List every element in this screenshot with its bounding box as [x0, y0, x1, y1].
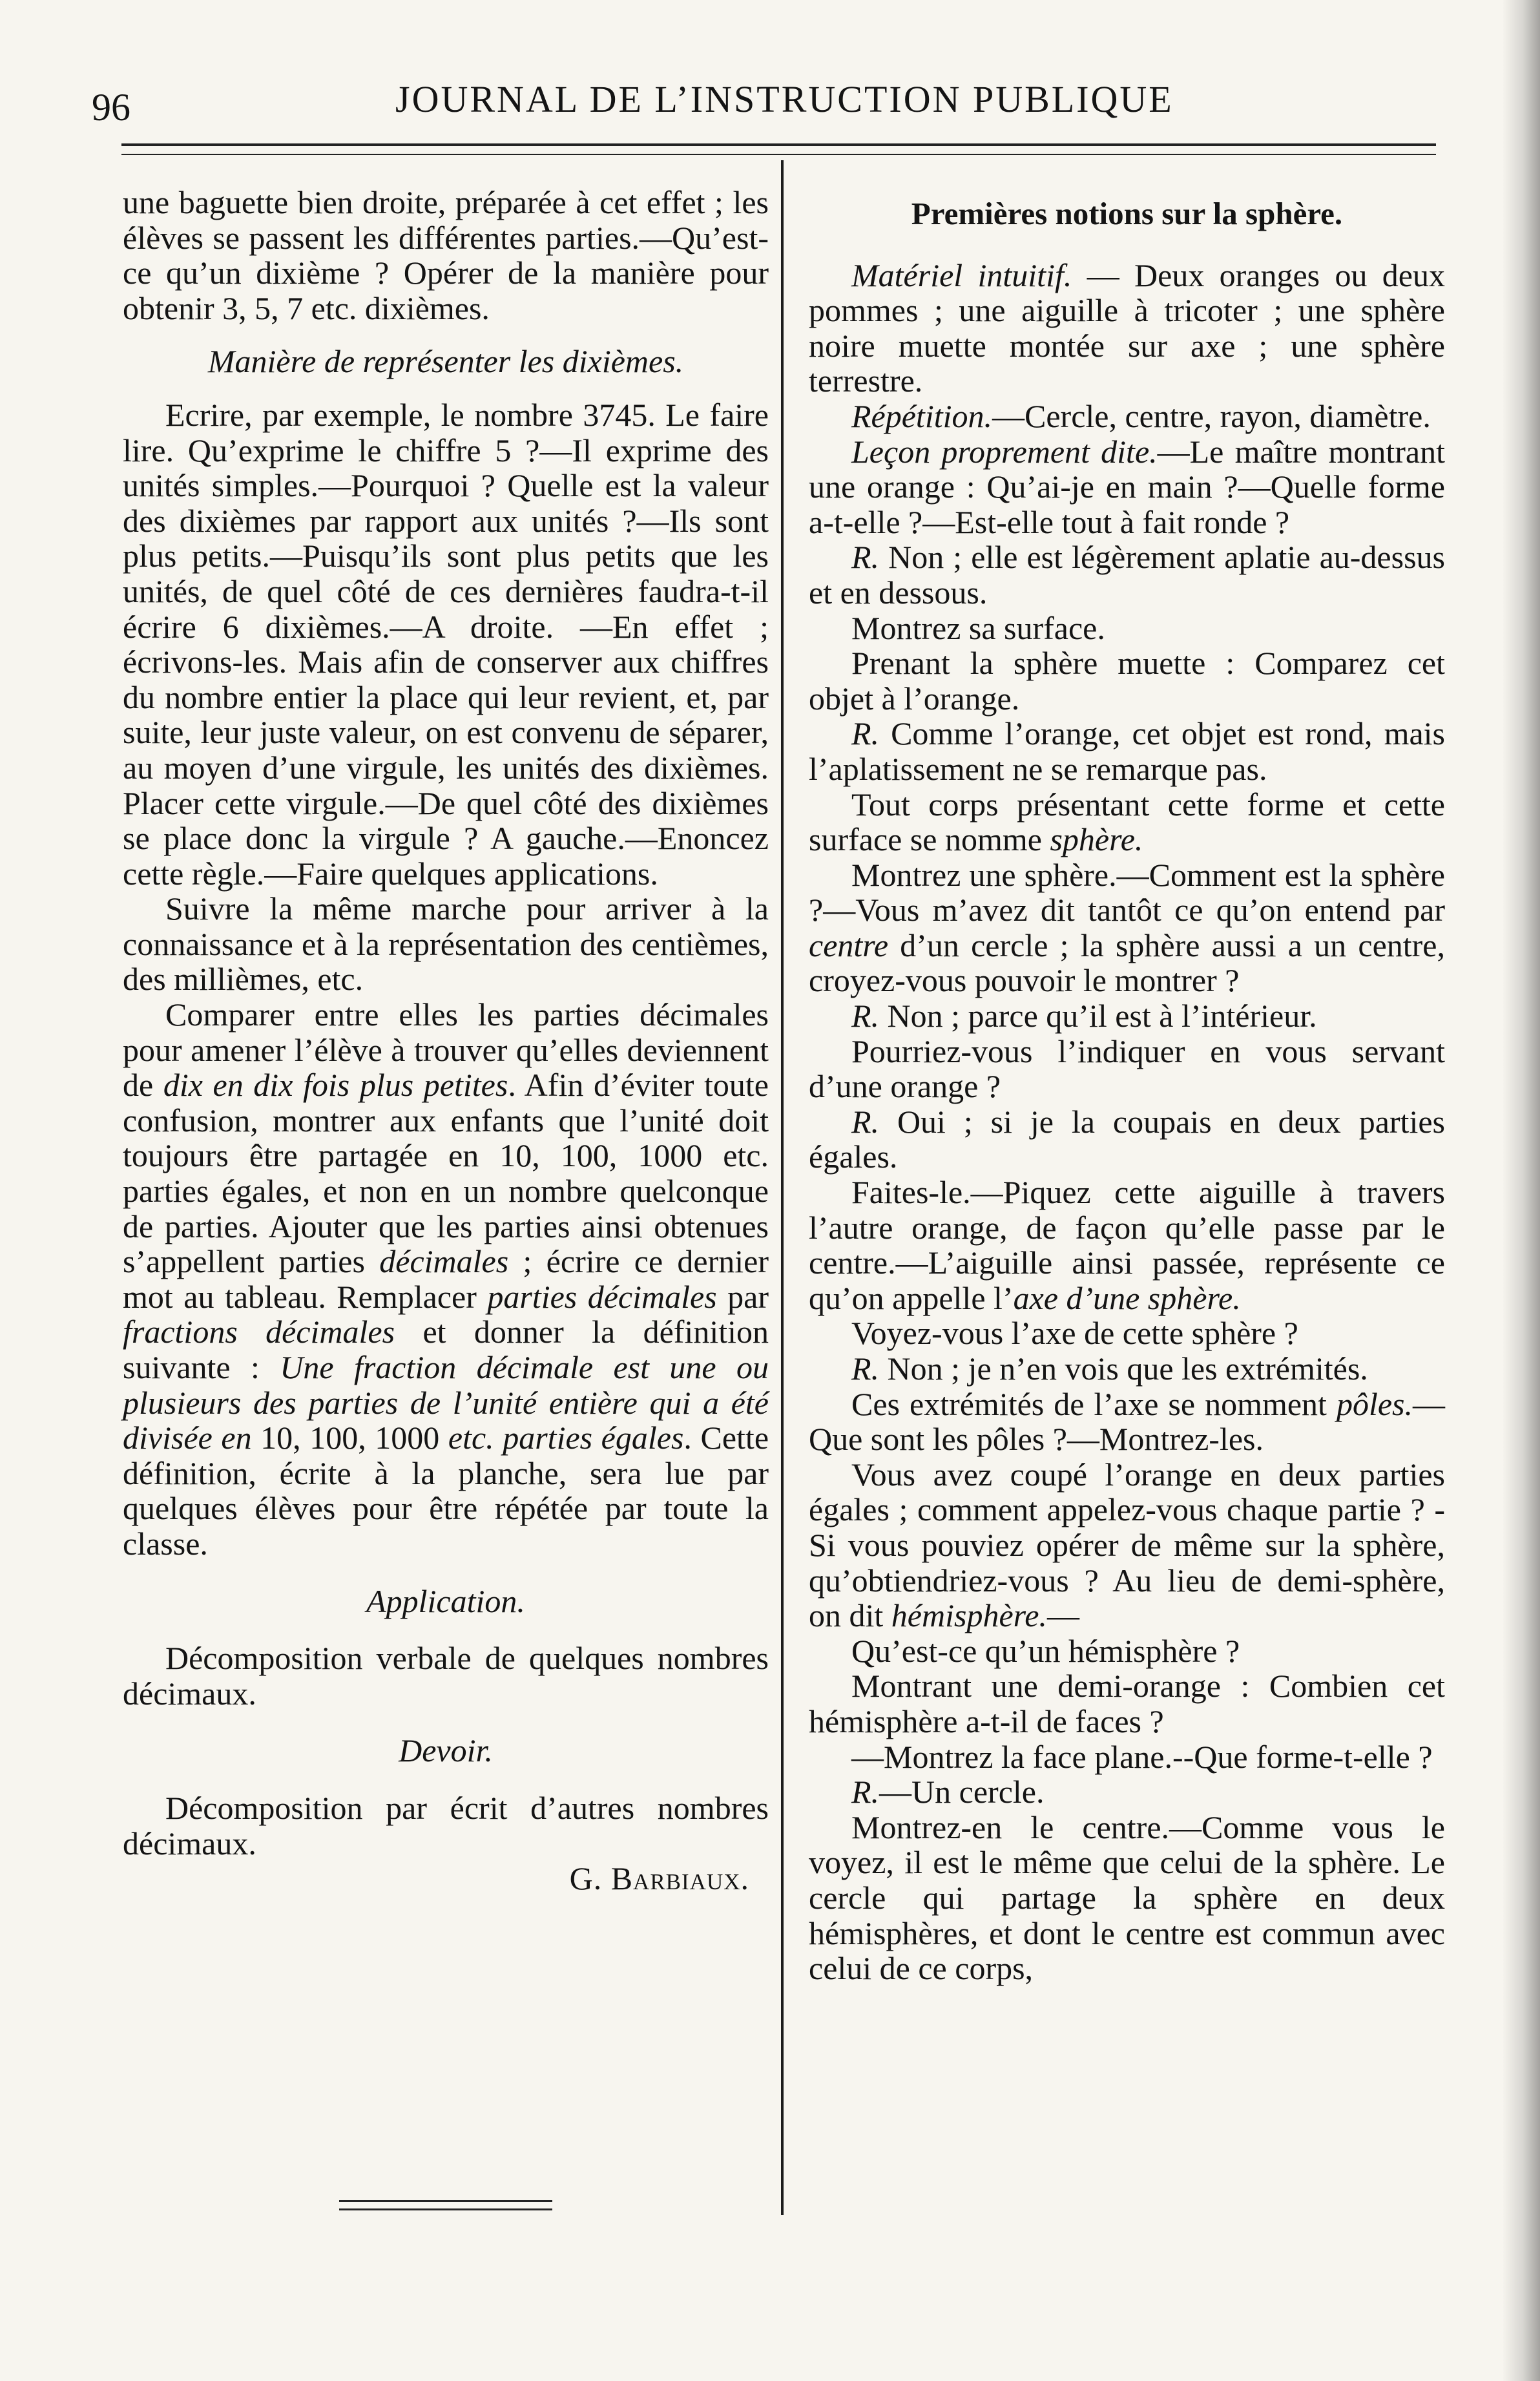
paragraph: Décomposition verbale de quelques nombres décimaux. [123, 1640, 769, 1712]
paragraph: Qu’est-ce qu’un hémisphère ? [851, 1632, 1240, 1669]
paragraph: R.—Un cercle. [851, 1774, 1045, 1810]
paragraph: Montrant une demi-orange : Combien cet hémisphère a-t-il de faces ? [809, 1668, 1445, 1739]
left-column [123, 185, 769, 1896]
paragraph: Comparer entre elles les parties décimales pour amener l’élève à trouver qu’elles deviennent de dix en dix fois plus petites. Afin d’éviter toute confusion, montrer aux enfants que l’unité doit toujours être partagée en 10, 100, 1000 etc. parties égales, et non en un nombre quelconque de parties. Ajouter que les parties ainsi obtenues s’appellent parties décimales ; écrire ce dernier mot au tableau. Remplacer parties décimales par fractions décimales et donner la définition suivante : Une fraction décimale est une ou plusieurs des parties de l’unité entière qui a été divisée en 10, 100, 1000 etc. parties égales. Cette définition, écrite à la planche, sera lue par quelques élèves pour être répétée par toute la classe. [123, 996, 769, 1562]
paragraph: Voyez-vous l’axe de cette sphère ? [851, 1315, 1298, 1352]
paragraph: Suivre la même marche pour arriver à la connaissance et à la représentation des centièmes, des millièmes, etc. [123, 890, 769, 998]
paragraph: R. Comme l’orange, cet objet est rond, mais l’aplatissement ne se remarque pas. [809, 715, 1445, 787]
author-signature: G. Barbiaux. [569, 1860, 749, 1897]
paragraph: Montrez sa surface. [851, 609, 1105, 646]
right-column [809, 185, 1445, 1986]
paragraph: —Montrez la face plane.--Que forme-t-elle ? [851, 1738, 1433, 1775]
paragraph: une baguette bien droite, préparée à cet effet ; les élèves se passent les différentes parties.—Qu’est-ce qu’un dixième ? Opérer de la manière pour obtenir 3, 5, 7 etc. dixièmes. [123, 184, 769, 326]
paragraph: Leçon proprement dite.—Le maître montrant une orange : Qu’ai-je en main ?—Quelle forme a-t-elle ?—Est-elle tout à fait ronde ? [809, 433, 1445, 540]
paragraph: Montrez-en le centre.—Comme vous le voyez, il est le même que celui de la sphère. Le cercle qui partage la sphère en deux hémisphères, et dont le centre est commun avec celui de ce corps, [809, 1809, 1445, 1987]
column-divider [781, 160, 784, 2215]
paragraph: Faites-le.—Piquez cette aiguille à travers l’autre orange, de façon qu’elle passe par le centre.—L’aiguille ainsi passée, représente ce qu’on appelle l’axe d’une sphère. [809, 1174, 1445, 1316]
paragraph: Ecrire, par exemple, le nombre 3745. Le faire lire. Qu’exprime le chiffre 5 ?—Il exprime des unités simples.—Pourquoi ? Quelle est la valeur des dixièmes par rapport aux unités ?—Ils sont plus petits.—Puisqu’ils sont plus petits que les unités, de quel côté de ces dernières faudra-t-il écrire 6 dixièmes.—A droite. —En effet ; écrivons-les. Mais afin de conserver aux chiffres du nombre entier la place qui leur revient, et, par suite, leur juste valeur, on est convenu de séparer, au moyen d’une virgule, les unités des dixièmes. Placer cette virgule.—De quel côté des dixièmes se place donc la virgule ? A gauche.—Enoncez cette règle.—Faire quelques applications. [123, 396, 769, 892]
paragraph: R. Non ; parce qu’il est à l’intérieur. [851, 998, 1317, 1034]
end-rule-thin [339, 2208, 552, 2210]
end-rule [339, 2200, 552, 2202]
paragraph: Vous avez coupé l’orange en deux parties égales ; comment appelez-vous chaque partie ? - Si vous pouviez opérer de même sur la sphère, qu’obtiendriez-vous ? Au lieu de demi-sphère, on dit hémisphère.— [809, 1456, 1445, 1634]
header-rule-thin [121, 154, 1436, 155]
paragraph: Montrez une sphère.—Comment est la sphère ?—Vous m’avez dit tantôt ce qu’on entend par centre d’un cercle ; la sphère aussi a un centre, croyez-vous pouvoir le montrer ? [809, 856, 1445, 999]
paragraph: Ces extrémités de l’axe se nomment pôles.—Que sont les pôles ?—Montrez-les. [809, 1385, 1445, 1458]
journal-title: JOURNAL DE L’INSTRUCTION PUBLIQUE [395, 78, 1174, 120]
article-title: Premières notions sur la sphère. [911, 196, 1343, 231]
paragraph: Matériel intuitif. — Deux oranges ou deux pommes ; une aiguille à tricoter ; une sphère noire muette montée sur axe ; une sphère terrestre. [809, 257, 1445, 399]
paragraph: Décomposition par écrit d’autres nombres décimaux. [123, 1789, 769, 1862]
paragraph: R. Non ; je n’en vois que les extrémités. [851, 1350, 1368, 1387]
scan-edge-shadow [1502, 0, 1540, 2381]
section-heading: Application. [366, 1582, 525, 1619]
paragraph: Répétition.—Cercle, centre, rayon, diamètre. [851, 397, 1431, 434]
section-heading: Manière de représenter les dixièmes. [207, 343, 684, 380]
paragraph: Prenant la sphère muette : Comparez cet objet à l’orange. [809, 645, 1445, 717]
page-number: 96 [92, 86, 130, 129]
paragraph: Pourriez-vous l’indiquer en vous servant d’une orange ? [809, 1033, 1445, 1105]
paragraph: R. Non ; elle est légèrement aplatie au-dessus et en dessous. [809, 539, 1445, 611]
section-heading: Devoir. [399, 1732, 493, 1769]
paragraph: R. Oui ; si je la coupais en deux parties égales. [809, 1103, 1445, 1175]
header-rule [121, 143, 1436, 146]
paragraph: Tout corps présentant cette forme et cette surface se nomme sphère. [809, 786, 1445, 858]
